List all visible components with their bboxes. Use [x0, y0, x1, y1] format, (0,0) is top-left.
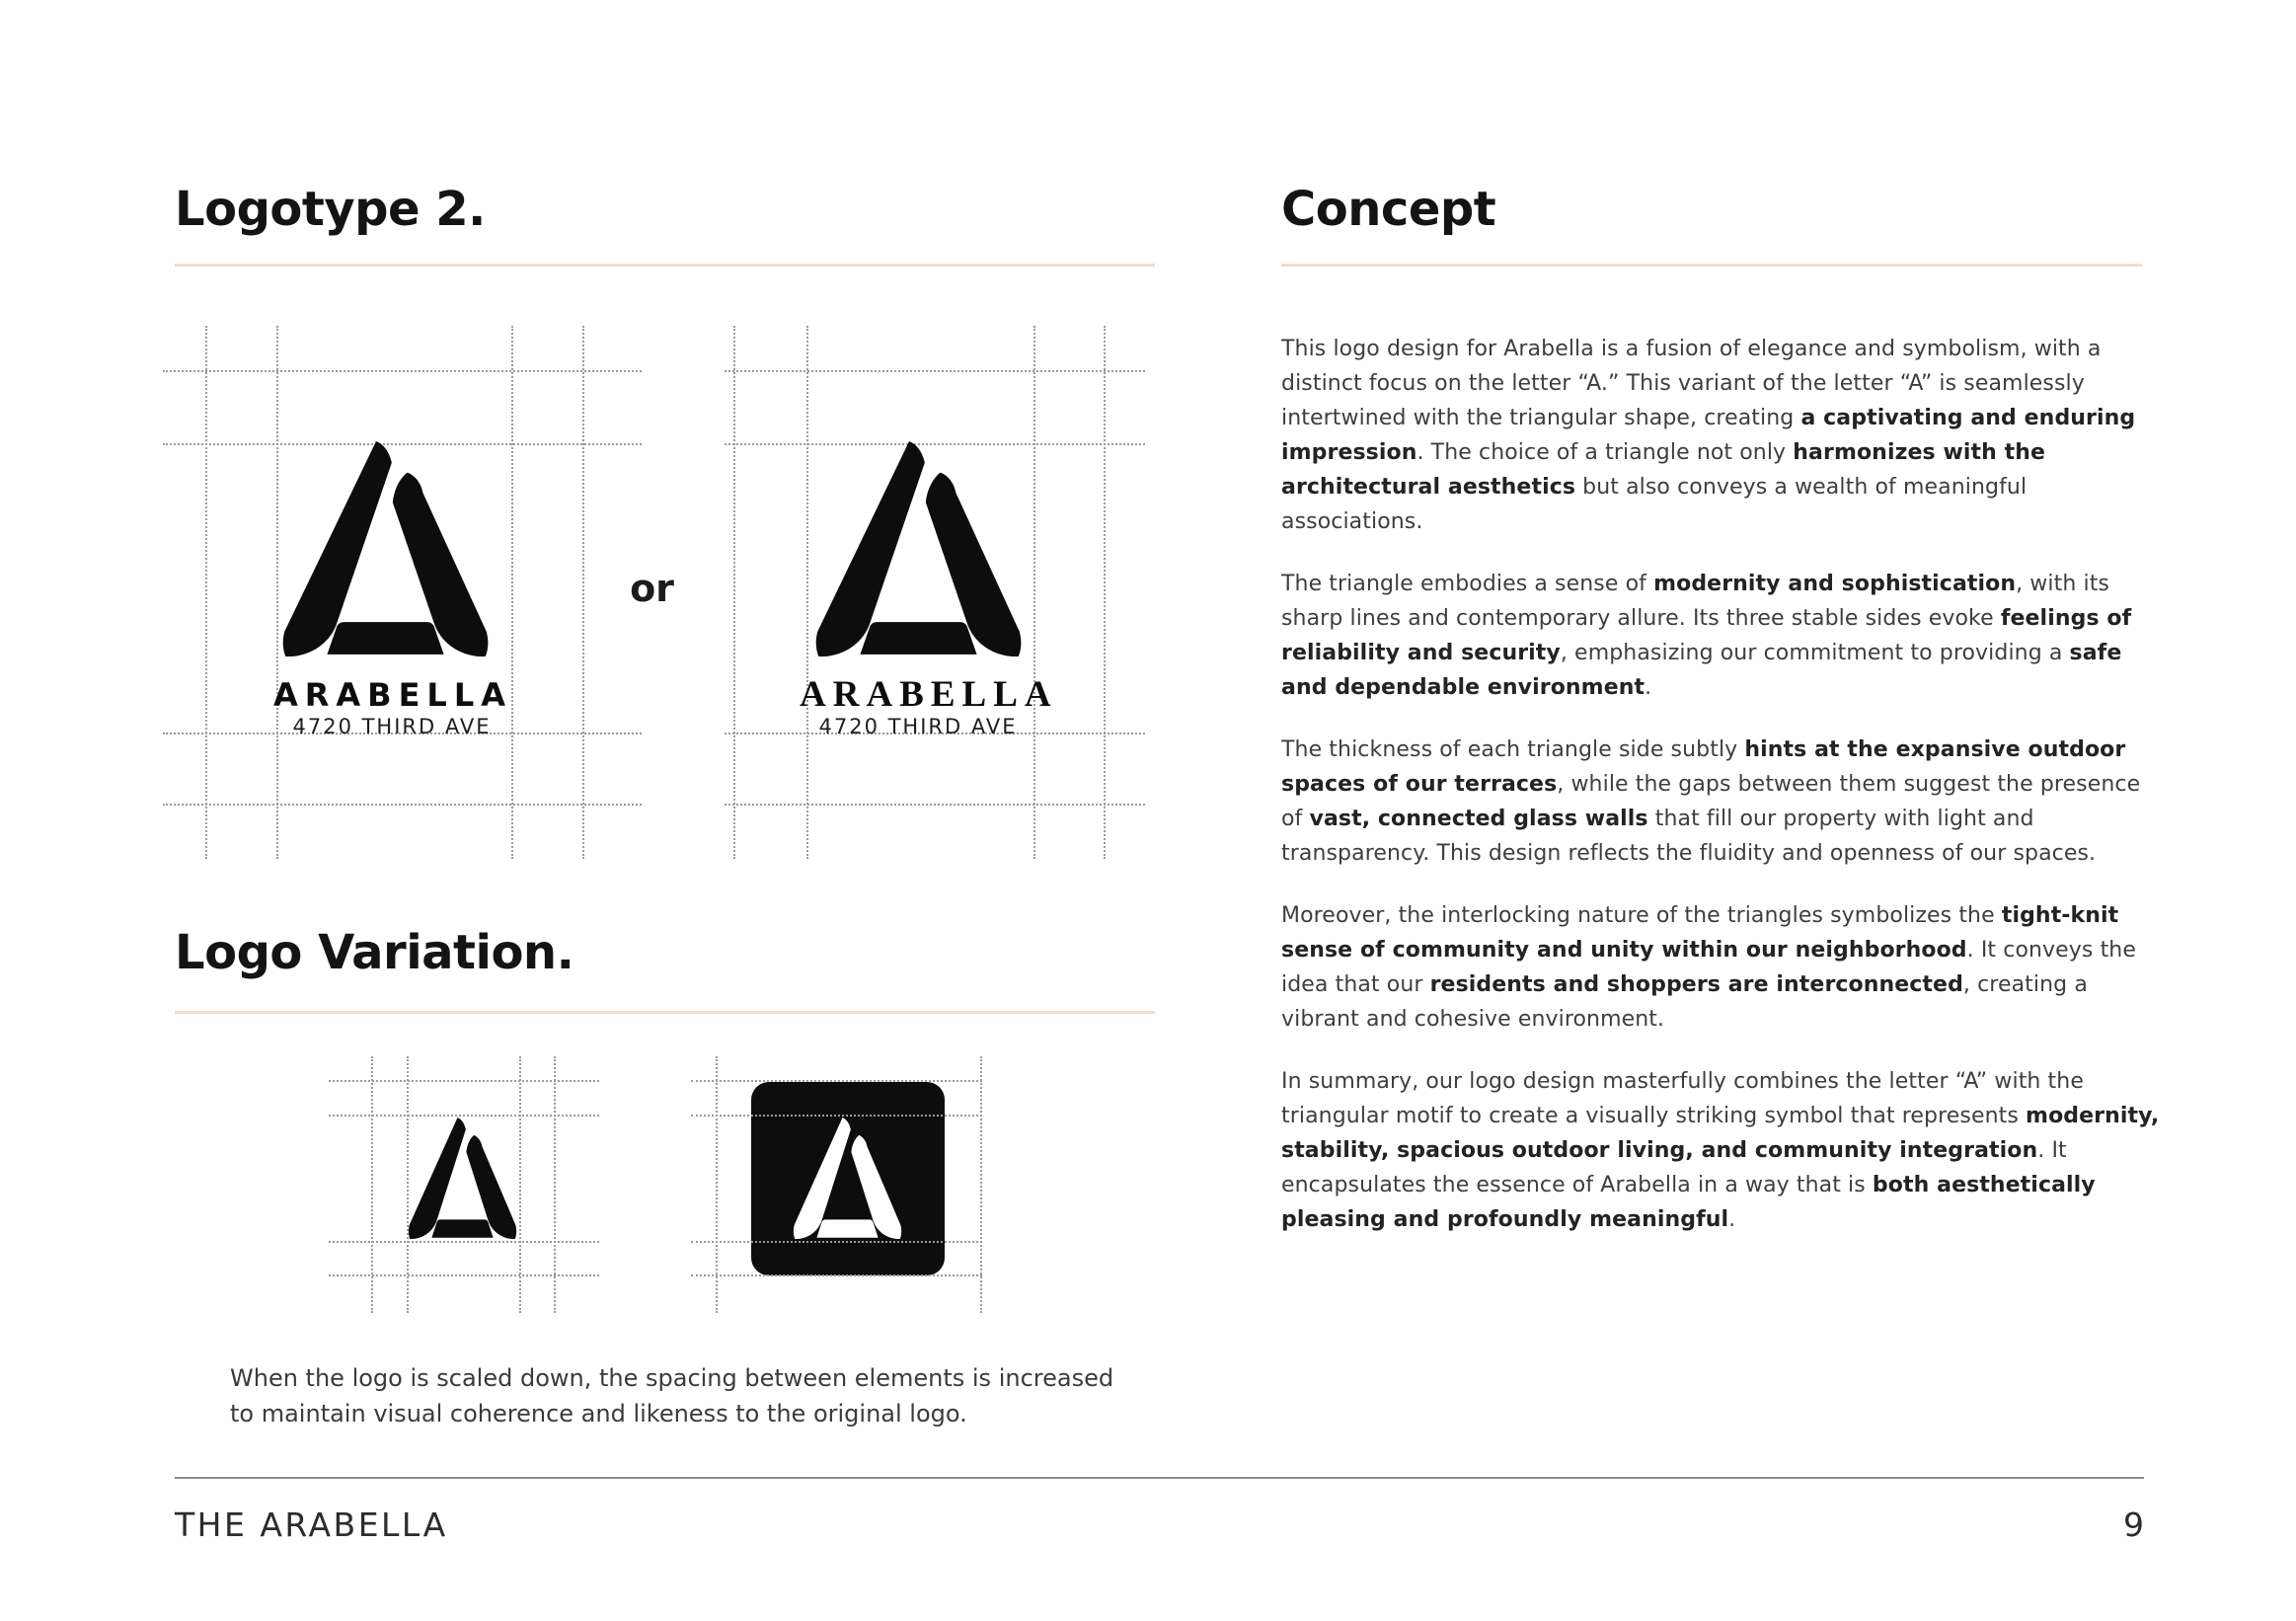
concept-paragraph: The thickness of each triangle side subtly hints at the expansive outdoor spaces of our terraces, while the gaps between them suggest the presence of vast, connected glass walls that fill our property with light and transparency. This design reflects the fluidity and openness of our spaces.: [1281, 737, 2141, 866]
grid-vline: [1033, 326, 1035, 859]
logo-wordmark: ARABELLA: [273, 676, 512, 714]
variation-caption: When the logo is scaled down, the spacing between elements is increased to maintain visual coherence and likeness to the original logo.: [230, 1364, 1114, 1428]
grid-hline: [329, 1080, 599, 1082]
arabella-logomark-icon: [281, 441, 490, 656]
concept-paragraph: In summary, our logo design masterfully combines the letter “A” with the triangular motif to create a visually striking symbol that represents modernity, stability, spacious outdoor living, and community integration. It encapsulates the essence of Arabella in a way that is both aesthetically pleasing and profoundly meaningful.: [1281, 1069, 2160, 1232]
logo-address: 4720 THIRD AVE: [818, 715, 1018, 738]
concept-paragraph: Moreover, the interlocking nature of the triangles symbolizes the tight-knit sense of community and unity within our neighborhood. It conveys the idea that our residents and shoppers are interconnected, creating a vibrant and cohesive environment.: [1281, 903, 2136, 1032]
grid-hline: [329, 1241, 599, 1243]
logo-address: 4720 THIRD AVE: [292, 715, 492, 738]
arabella-logomark-small-icon: [408, 1118, 517, 1239]
concept-section-title: Concept: [1281, 182, 1496, 237]
grid-vline: [1104, 326, 1106, 859]
grid-hline: [163, 804, 642, 806]
logotype-section-title: Logotype 2.: [175, 182, 486, 237]
grid-vline: [582, 326, 584, 859]
grid-vline: [511, 326, 513, 859]
grid-hline: [691, 1080, 982, 1082]
grid-vline: [205, 326, 207, 859]
logo-wordmark: ARABELLA: [800, 674, 1058, 715]
variation-section-title: Logo Variation.: [175, 925, 574, 980]
grid-vline: [733, 326, 735, 859]
concept-paragraph: The triangle embodies a sense of modernity and sophistication, with its sharp lines and contemporary allure. Its three stable sides evoke feelings of reliability and security, emphasizing our commitment to providing a safe and dependable environment.: [1281, 572, 2132, 700]
grid-hline: [691, 1274, 982, 1276]
grid-vline: [554, 1056, 556, 1313]
footer-page-number: 9: [2123, 1505, 2144, 1544]
grid-vline: [980, 1056, 982, 1313]
grid-vline: [371, 1056, 373, 1313]
grid-vline: [519, 1056, 521, 1313]
grid-vline: [276, 326, 278, 859]
footer-brand: THE ARABELLA: [175, 1505, 448, 1544]
concept-body: [1281, 332, 2160, 1265]
grid-hline: [725, 804, 1145, 806]
arabella-logomark-inverse-icon: [793, 1118, 902, 1239]
accent-divider-concept: [1281, 264, 2142, 267]
accent-divider-variation: [175, 1011, 1155, 1014]
grid-hline: [163, 370, 642, 372]
grid-hline: [329, 1115, 599, 1117]
concept-paragraph: This logo design for Arabella is a fusion of elegance and symbolism, with a distinct focus on the letter “A.” This variant of the letter “A” is seamlessly intertwined with the triangular shape, creating a captivating and enduring impression. The choice of a triangle not only harmonizes with the architectural aesthetics but also conveys a wealth of meaningful associations.: [1281, 337, 2136, 534]
grid-hline: [725, 370, 1145, 372]
or-separator-label: or: [630, 567, 674, 610]
grid-vline: [716, 1056, 718, 1313]
footer-divider: [175, 1477, 2144, 1479]
arabella-logomark-icon: [814, 441, 1023, 656]
grid-hline: [329, 1274, 599, 1276]
grid-hline: [691, 1241, 982, 1243]
accent-divider-logotype: [175, 264, 1155, 267]
grid-hline: [691, 1115, 982, 1117]
grid-vline: [806, 326, 808, 859]
